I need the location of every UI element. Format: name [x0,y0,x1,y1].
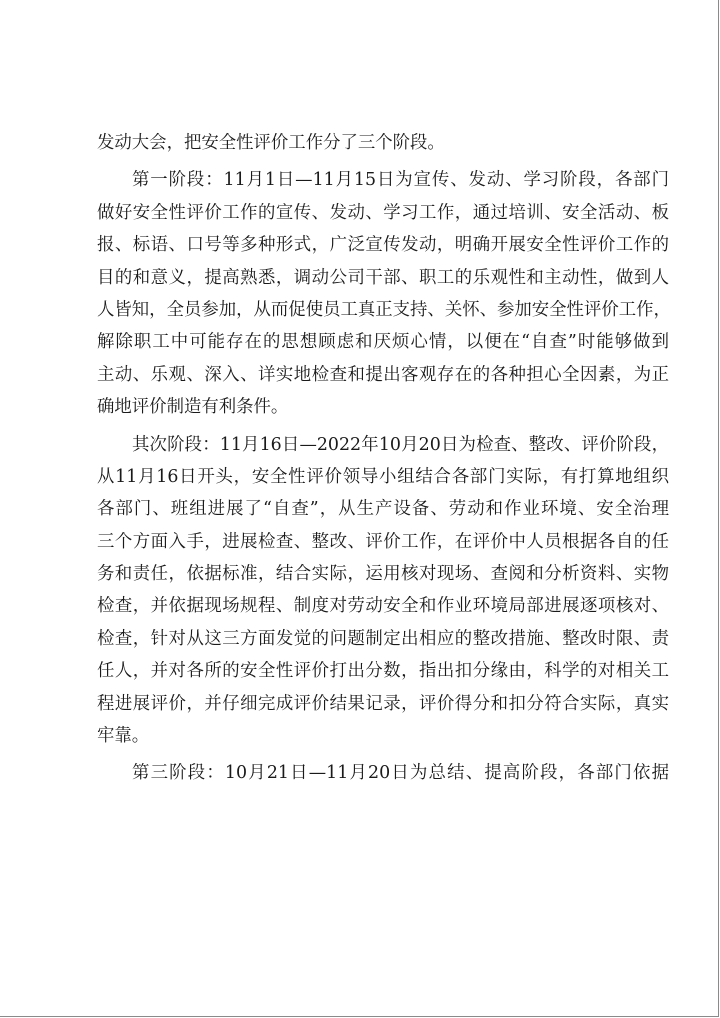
text-line: 发动大会，把安全性评价工作分了三个阶段。 [97,133,445,153]
text-line: 确地评价制造有利条件。 [97,397,289,418]
text-line: 程进展评价，并仔细完成评价结果记录，评价得分和扣分符合实际，真实 [97,693,669,714]
text-line: 做好安全性评价工作的宣传、发动、学习工作，通过培训、安全活动、板 [97,202,669,223]
text-line: 三个方面入手，进展检查、整改、评价工作，在评价中人员根据各自的任 [97,531,669,552]
paragraph-first-line: 其次阶段：11月16日—2022年10月20日为检查、整改、评价阶段， [132,434,669,455]
text-line: 报、标语、口号等多种形式，广泛宣传发动，明确开展安全性评价工作的 [97,235,669,256]
text-line: 任人，并对各所的安全性评价打出分数，指出扣分缘由，科学的对相关工 [97,661,669,682]
paragraph-first-line: 第一阶段：11月1日—11月15日为宣传、发动、学习阶段，各部门 [132,170,669,191]
text-line: 检查，并依据现场规程、制度对劳动安全和作业环境局部进展逐项核对、 [97,596,669,617]
text-line: 从11月16日开头，安全性评价领导小组结合各部门实际，有打算地组织 [97,466,669,487]
text-line: 目的和意义，提高熟悉，调动公司干部、职工的乐观性和主动性，做到人 [97,267,669,288]
body-text [97,127,669,790]
text-line: 各部门、班组进展了“自查”，从生产设备、劳动和作业环境、安全治理 [97,499,669,520]
text-line: 主动、乐观、深入、详实地检查和提出客观存在的各种担心全因素，为正 [97,364,669,385]
text-line: 人皆知，全员参加，从而促使员工真正支持、关怀、参加安全性评价工作， [97,299,671,320]
text-line: 务和责任，依据标准，结合实际，运用核对现场、查阅和分析资料、实物 [97,564,669,585]
text-line: 牢靠。 [97,726,150,747]
text-line: 检查，针对从这三方面发觉的问题制定出相应的整改措施、整改时限、责 [97,628,669,649]
text-line: 解除职工中可能存在的思想顾虑和厌烦心情，以便在“自查”时能够做到 [97,332,669,353]
paragraph-first-line: 第三阶段：10月21日—11月20日为总结、提高阶段，各部门依据 [132,763,669,784]
